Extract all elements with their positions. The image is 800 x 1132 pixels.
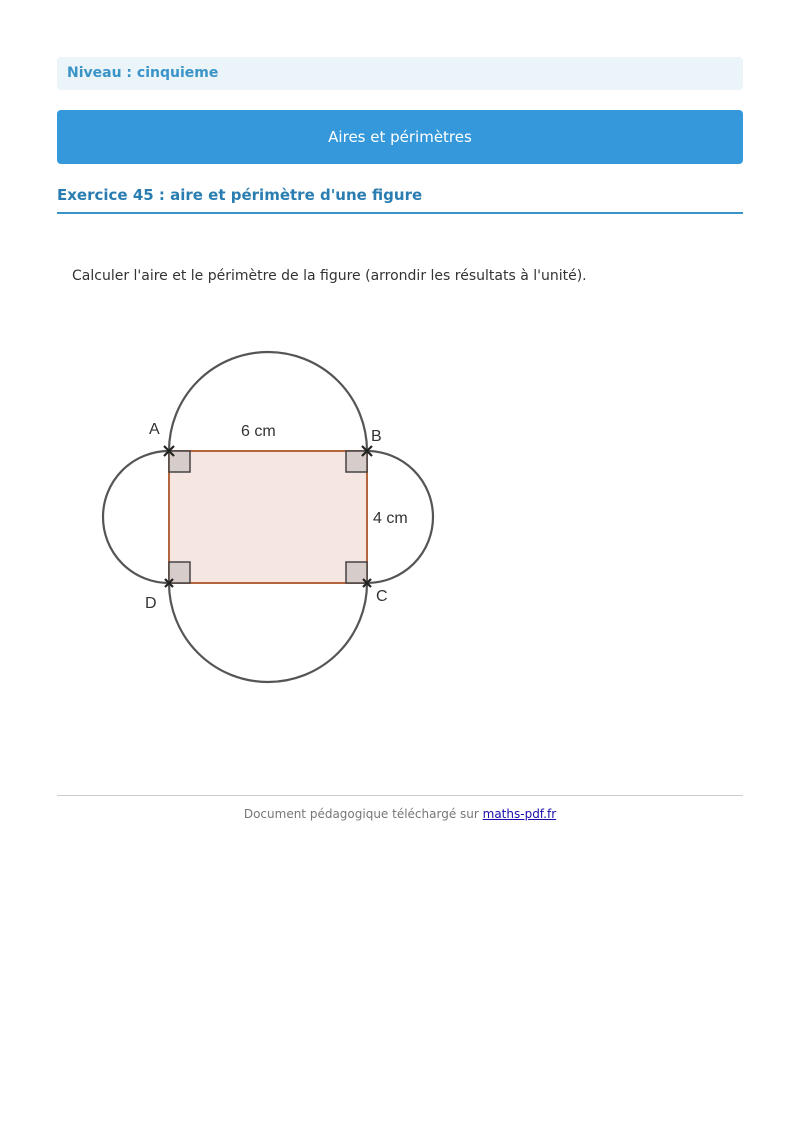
left-semicircle: [103, 451, 169, 583]
rectangle-abcd: [169, 451, 367, 583]
chapter-banner: Aires et périmètres: [57, 110, 743, 164]
bottom-semicircle: [169, 583, 367, 682]
width-label: 4 cm: [373, 510, 408, 527]
source-link[interactable]: maths-pdf.fr: [482, 807, 557, 821]
point-label-c: C: [376, 588, 388, 605]
footer: [57, 807, 743, 821]
exercise-instruction: Calculer l'aire et le périmètre de la figure (arrondir les résultats à l'unité).: [72, 268, 587, 284]
level-banner: Niveau : cinquieme: [57, 57, 743, 90]
point-label-a: A: [149, 421, 160, 438]
footer-divider: [57, 795, 743, 796]
footer-text: Document pédagogique téléchargé sur: [243, 807, 483, 821]
point-label-d: D: [145, 595, 157, 612]
exercise-title: Exercice 45 : aire et périmètre d'une figure: [57, 184, 743, 214]
length-label: 6 cm: [241, 423, 276, 440]
point-label-b: B: [371, 428, 382, 445]
geometry-figure: [95, 340, 455, 700]
